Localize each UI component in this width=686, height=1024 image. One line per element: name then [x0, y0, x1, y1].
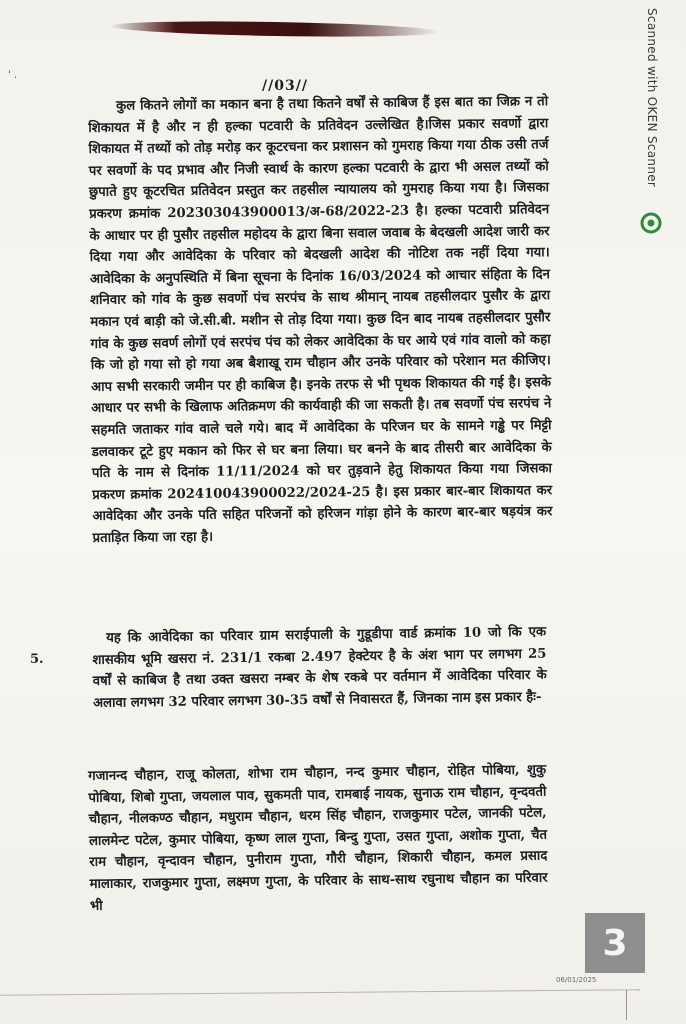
- stray-mark: ' .: [8, 70, 18, 81]
- paragraph-1: कुल कितने लोगों का मकान बना है तथा कितने वर्षों से काबिज हैं इस बात का जिक्र न तो शिकायत में है और न ही हल्का पटवारी के प्रतिवेदन उल्लेखित है।जिस प्रकार सवर्णो द्वारा शिकायत में तथ्यों को तोड़ मरोड़ कर कूटरचना कर प्रशासन को गुमराह किया गया ठीक उसी तर्ज पर सवर्णो के पद प्रभाव और निजी स्वार्थ के कारण हल्का पटवारी के द्वारा भी असल तथ्यों को छुपाते हुए कूटरचित प्रतिवेदन प्रस्तुत कर तहसील न्यायालय को गुमराह किया गया है। जिसका प्रकरण क्रमांक 202303043900013/अ-68/2022-23 है। हल्का पटवारी प्रतिवेदन के आधार पर ही पुसौर तहसील महोदय के द्वारा बिना सवाल जवाब के बेदखली आदेश जारी कर दिया गया और आवेदिका के परिवार को बेदखली आदेश की नोटिश तक नहीं दिया गया। आवेदिका के अनुपस्थिति में बिना सूचना के दिनांक 16/03/2024 को आचार संहिता के दिन शनिवार को गांव के कुछ सवर्णो पंच सरपंच के साथ श्रीमान् नायब तहसीलदार पुसौर के द्वारा मकान एवं बाड़ी को जे.सी.बी. मशीन से तोड़ दिया गया। कुछ दिन बाद नायब तहसीलदार पुसौर गांव के कुछ सवर्ण लोगों एवं सरपंच पंच को लेकर आवेदिका के घर आये एवं गांव वालो को कहा कि जो हो गया सो हो गया अब बैशाखू राम चौहान और उनके परिवार को परेशान मत कीजिए। आप सभी सरकारी जमीन पर ही काबिज है। इनके तरफ से भी पृथक शिकायत की गई है। इसके आधार पर सभी के खिलाफ अतिक्रमण की कार्यवाही की जा सकती है। तब सवर्णो पंच सरपंच ने सहमति जताकर गांव वाले चले गये। बाद में आवेदिका के परिजन घर के सामने गड्ढे पर मिट्टी डलवाकर टूटे हुए मकान को फिर से घर बना लिया। घर बनने के बाद तीसरी बार आवेदिका के पति के नाम से दिनांक 11/11/2024 को घर तुड़वाने हेतु शिकायत किया गया जिसका प्रकरण क्रमांक 202410043900022/2024-25 है। इस प्रकार बार-बार शिकायत कर आवेदिका और उनके पति सहित परिजनों को हरिजन गांड़ा होने के कारण बार-बार षड़यंत्र कर प्रताड़ित किया जा रहा है।: [88, 94, 553, 546]
- date-stamp: 06/01/2025: [556, 976, 597, 984]
- scanner-watermark: Scanned with OKEN Scanner: [645, 8, 659, 188]
- page-badge: [585, 913, 645, 973]
- page-badge-number: 3: [602, 922, 628, 964]
- oken-logo-icon: [640, 212, 662, 234]
- page-edge-mark: [626, 990, 627, 1020]
- page-number: //03//: [262, 78, 308, 94]
- item-number: 5.: [30, 652, 44, 667]
- paragraph-2: यह कि आवेदिका का परिवार ग्राम सराईपाली के गुडूडीपा वार्ड क्रमांक 10 जो कि एक शासकीय भूमि खसरा नं. 231/1 रकबा 2.497 हेक्टेयर है के अंश भाग पर लगभग 25 वर्षों से काबिज है तथा उक्त खसरा नम्बर के शेष रकबे पर वर्तमान में आवेदिका परिवार के अलावा लगभग 32 परिवार लगभग 30-35 वर्षों से निवासरत हैं, जिनका नाम इस प्रकार हैः-: [92, 624, 547, 711]
- resident-names-list: गजानन्द चौहान, राजू कोलता, शोभा राम चौहान, नन्द कुमार चौहान, रोहित पोबिया, शुकु पोबिया, शिबो गुप्ता, जयलाल पाव, सुकमती पाव, रामबाई नायक, सुनाऊ राम चौहान, वृन्दवती चौहान, नीलकण्ठ चौहान, मधुराम चौहान, धरम सिंह चौहान, राजकुमार पटेल, जानकी पटेल, लालमेन्ट पटेल, कुमार पोबिया, कृष्ण लाल गुप्ता, बिन्दु गुप्ता, उसत गुप्ता, अशोक गुप्ता, चैत राम चौहान, वृन्दावन चौहान, पुनीराम गुप्ता, गौरी चौहान, शिकारी चौहान, कमल प्रसाद मालाकार, राजकुमार गुप्ता, लक्ष्मण गुप्ता, के परिवार के साथ-साथ रघुनाथ चौहान का परिवार भी: [88, 762, 548, 914]
